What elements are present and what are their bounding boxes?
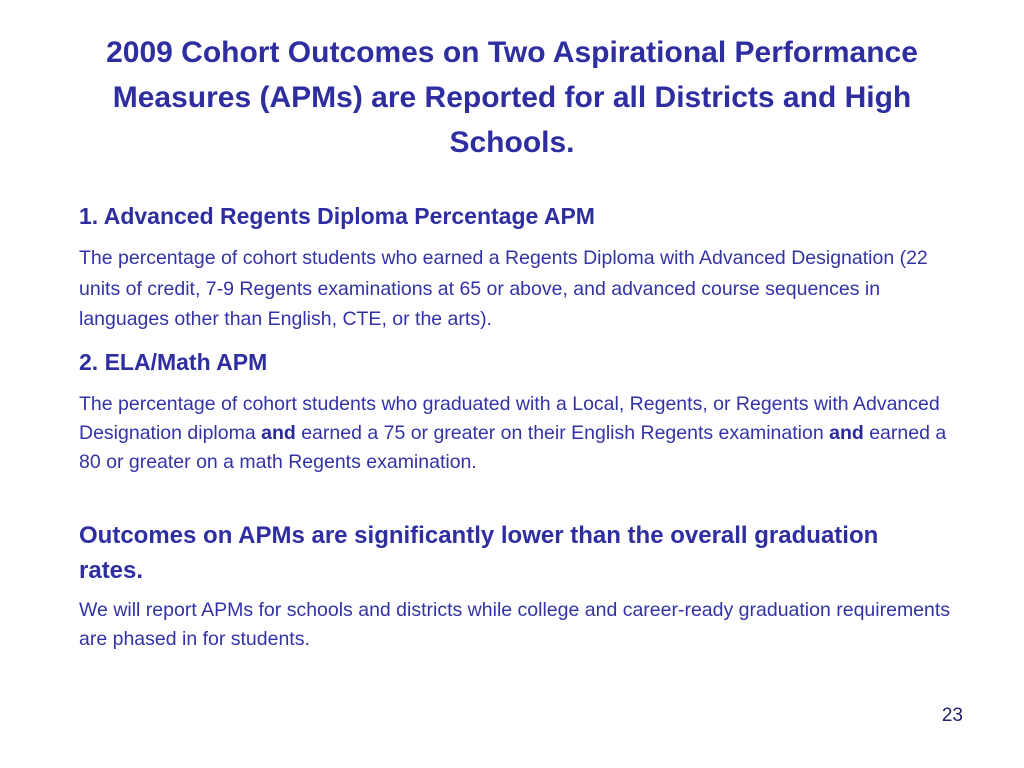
section2-text-part3: earned a 80 or greater on a math Regents examination. [79, 422, 947, 473]
section2-text-part1: The percentage of cohort students who graduated with a Local, Regents, or Regents with Advanced Designation diploma [79, 393, 940, 444]
section3-heading: Outcomes on APMs are significantly lower than the overall graduation rates. [79, 522, 879, 584]
section2-text-part2: earned a 75 or greater on their English Regents examination [295, 422, 830, 444]
section2-emphasis-and-1: and [261, 422, 296, 444]
section1-text: The percentage of cohort students who earned a Regents Diploma with Advanced Designation (22 units of credit, 7-9 Regents examinations at 65 or above, and advanced course sequences in languages other than English, CTE, or the arts). [79, 247, 928, 330]
page-number: 23 [941, 705, 963, 726]
section3-text: We will report APMs for schools and districts while college and career-ready graduation requirements are phased in for students. [79, 599, 951, 650]
slide-title: 2009 Cohort Outcomes on Two Aspirational Performance Measures (APMs) are Reported for all Districts and High Schools. [106, 36, 918, 159]
section2-emphasis-and-2: and [829, 422, 864, 444]
section2-heading: 2. ELA/Math APM [79, 349, 268, 375]
section2-text [79, 390, 969, 477]
section1-heading: 1. Advanced Regents Diploma Percentage APM [79, 203, 595, 229]
